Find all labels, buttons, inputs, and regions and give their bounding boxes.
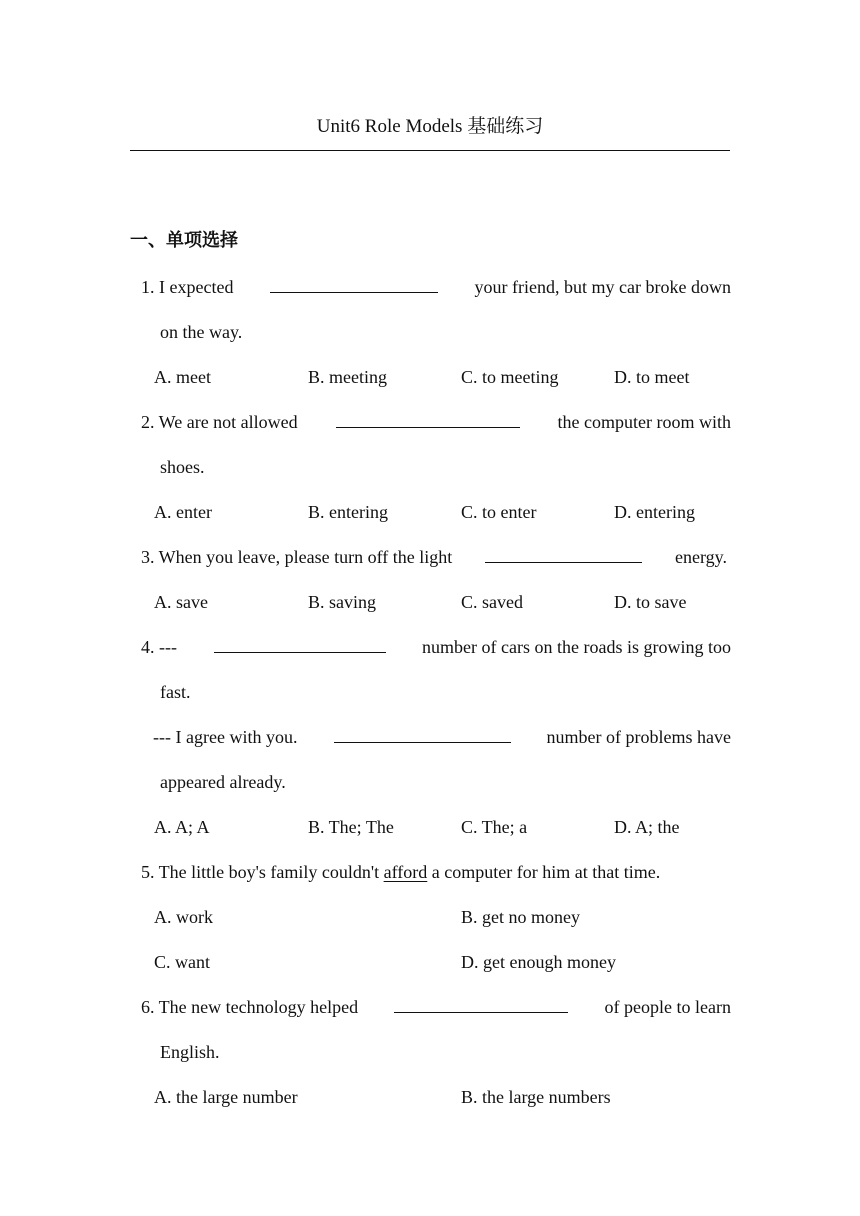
option-d[interactable]: D. to meet — [614, 367, 690, 387]
title-divider — [130, 150, 730, 151]
option-a[interactable]: A. meet — [154, 367, 211, 387]
answer-blank[interactable] — [214, 634, 386, 653]
option-d[interactable]: D. A; the — [614, 817, 680, 837]
question-text: energy. — [675, 547, 727, 567]
option-d[interactable]: D. get enough money — [461, 952, 616, 972]
option-d[interactable]: D. to save — [614, 592, 687, 612]
question-3-line — [141, 544, 727, 570]
option-b[interactable]: B. saving — [308, 592, 377, 612]
question-4-line — [141, 634, 731, 660]
answer-blank[interactable] — [336, 409, 520, 428]
option-b[interactable]: B. the large numbers — [461, 1087, 611, 1107]
option-b[interactable]: B. meeting — [308, 367, 387, 387]
option-c[interactable]: C. to meeting — [461, 367, 559, 387]
option-b[interactable]: B. get no money — [461, 907, 580, 927]
option-a[interactable]: A. work — [154, 907, 213, 927]
option-c[interactable]: C. to enter — [461, 502, 537, 522]
question-text: 4. --- — [141, 637, 177, 657]
option-c[interactable]: C. saved — [461, 592, 523, 612]
answer-blank[interactable] — [334, 724, 511, 743]
question-text: a computer for him at that time. — [427, 862, 661, 882]
option-c[interactable]: C. want — [154, 952, 210, 972]
option-b[interactable]: B. entering — [308, 502, 388, 522]
option-c[interactable]: C. The; a — [461, 817, 528, 837]
option-a[interactable]: A. the large number — [154, 1087, 298, 1107]
question-text: your friend, but my car broke down — [474, 277, 731, 297]
question-1-continuation: on the way. — [160, 322, 243, 342]
question-text: 5. The little boy's family couldn't — [141, 862, 384, 882]
question-4-reply-continuation: appeared already. — [160, 772, 286, 792]
question-text: 1. I expected — [141, 277, 234, 297]
question-4-reply-line — [153, 724, 731, 750]
question-4-continuation: fast. — [160, 682, 191, 702]
question-text: the computer room with — [557, 412, 731, 432]
option-a[interactable]: A. enter — [154, 502, 212, 522]
answer-blank[interactable] — [394, 994, 568, 1013]
option-b[interactable]: B. The; The — [308, 817, 394, 837]
question-6-line — [141, 994, 731, 1020]
option-a[interactable]: A. save — [154, 592, 208, 612]
question-2-line — [141, 409, 731, 435]
question-text: 6. The new technology helped — [141, 997, 359, 1017]
question-5-line — [141, 859, 660, 885]
question-text: number of problems have — [546, 727, 731, 747]
question-text: 3. When you leave, please turn off the light — [141, 547, 453, 567]
question-2-continuation: shoes. — [160, 457, 205, 477]
question-text: --- I agree with you. — [153, 727, 298, 747]
question-text: number of cars on the roads is growing too — [422, 637, 731, 657]
question-text: of people to learn — [604, 997, 731, 1017]
question-1-line — [141, 274, 731, 300]
option-d[interactable]: D. entering — [614, 502, 695, 522]
question-text: 2. We are not allowed — [141, 412, 298, 432]
answer-blank[interactable] — [270, 274, 438, 293]
document-title: Unit6 Role Models 基础练习 — [316, 116, 544, 137]
answer-blank[interactable] — [485, 544, 642, 563]
option-a[interactable]: A. A; A — [154, 817, 210, 837]
underlined-word: afford — [383, 862, 428, 882]
question-6-continuation: English. — [160, 1042, 220, 1062]
section-heading: 一、单项选择 — [130, 230, 238, 251]
